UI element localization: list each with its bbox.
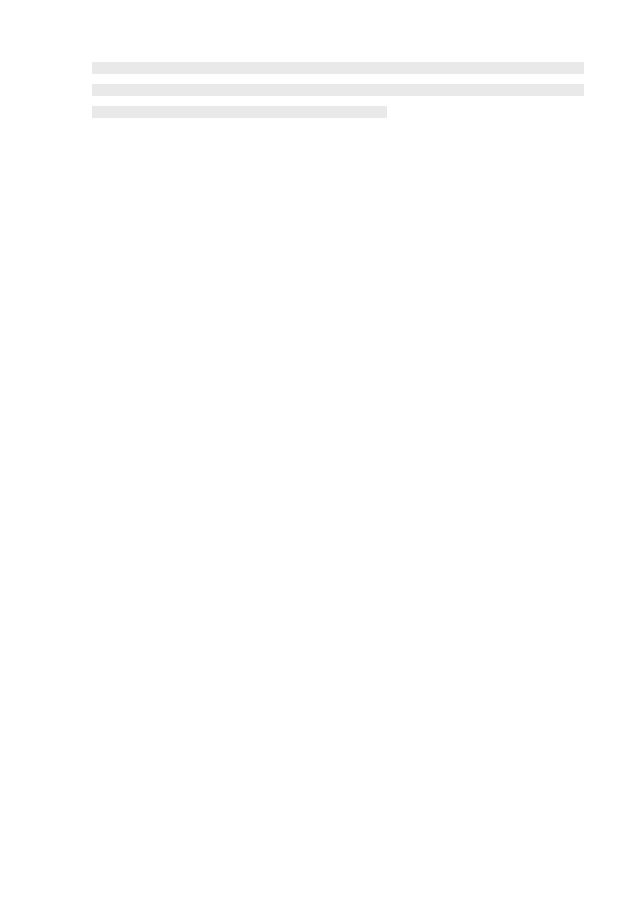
text-line-placeholder [92, 106, 387, 118]
page-number [300, 830, 340, 844]
text-line-placeholder [92, 84, 584, 96]
text-line-placeholder [92, 62, 584, 74]
text-block [92, 62, 584, 128]
